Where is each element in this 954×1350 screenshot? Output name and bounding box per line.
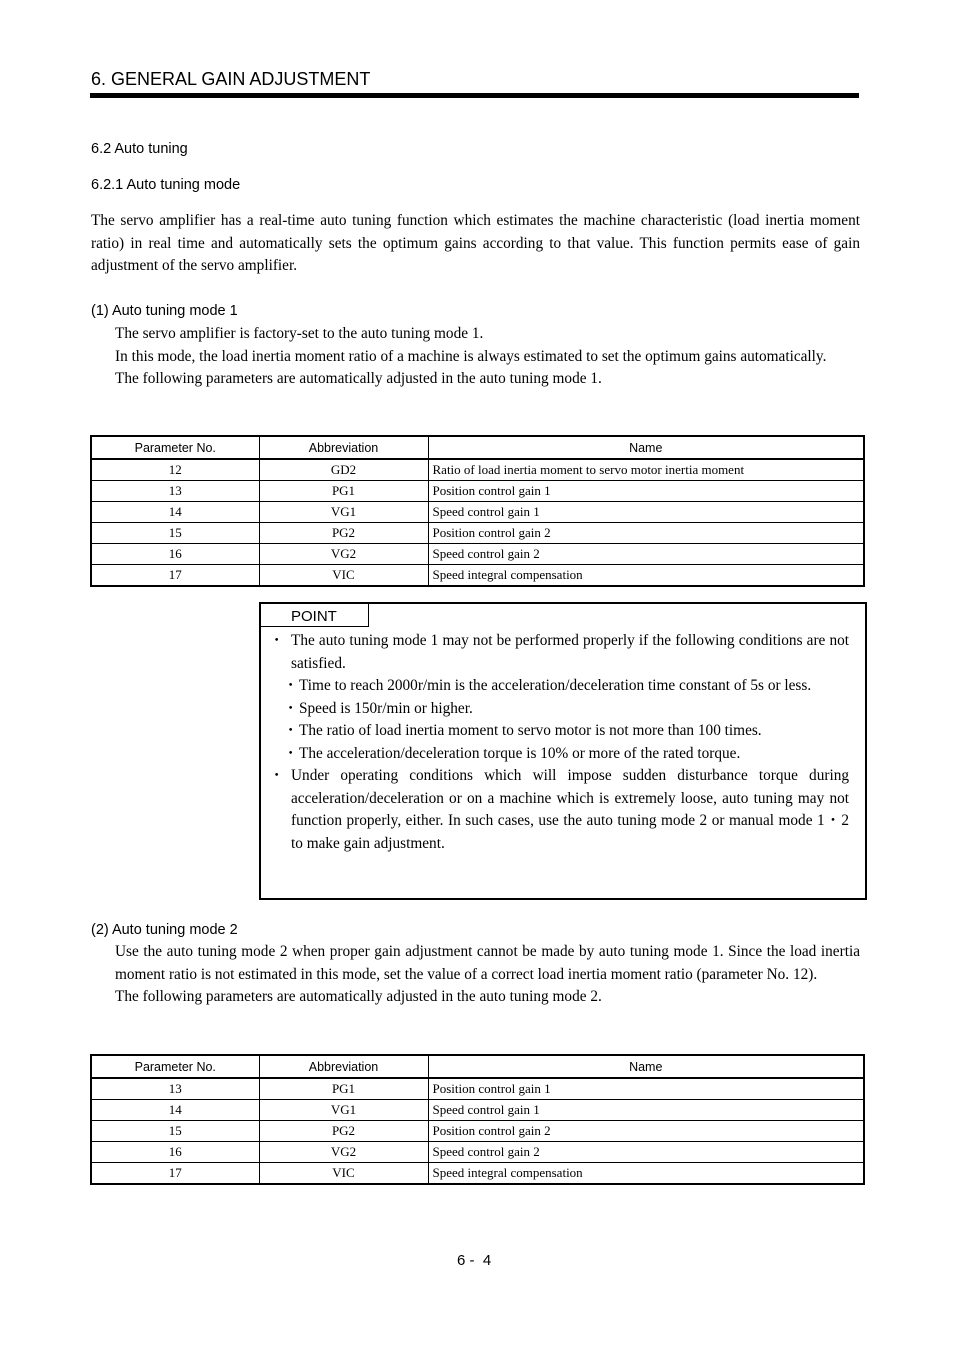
column-header: Name xyxy=(428,1055,864,1078)
table-row xyxy=(91,1078,864,1100)
parameter-name: Position control gain 2 xyxy=(428,523,864,544)
table-row xyxy=(91,1142,864,1163)
point-callout-box xyxy=(259,602,867,900)
abbreviation: VG2 xyxy=(259,1142,428,1163)
mode1-line: In this mode, the load inertia moment ratio of a machine is always estimated to set the optimum gains automatically. xyxy=(115,347,827,365)
abbreviation: PG1 xyxy=(259,481,428,502)
condition-text: Speed is 150r/min or higher. xyxy=(299,699,473,717)
column-header: Abbreviation xyxy=(259,436,428,459)
point-bullet xyxy=(269,630,849,675)
parameter-no: 17 xyxy=(91,565,259,587)
bullet-mark: ・ xyxy=(283,744,299,762)
abbreviation: GD2 xyxy=(259,459,428,481)
parameter-no: 16 xyxy=(91,1142,259,1163)
mode2-line: The following parameters are automatically adjusted in the auto tuning mode 2. xyxy=(115,988,602,1005)
condition-item xyxy=(269,720,849,743)
mode2-heading: (2) Auto tuning mode 2 xyxy=(91,922,238,938)
parameter-no: 13 xyxy=(91,481,259,502)
parameter-name: Position control gain 1 xyxy=(428,1078,864,1100)
point-label: POINT xyxy=(291,608,337,625)
bullet-mark: ・ xyxy=(283,722,299,739)
abbreviation: VG2 xyxy=(259,544,428,565)
table-header-row xyxy=(91,1055,864,1078)
table-row xyxy=(91,565,864,587)
parameter-name: Speed control gain 1 xyxy=(428,502,864,523)
column-header: Parameter No. xyxy=(91,436,259,459)
abbreviation: VG1 xyxy=(259,1100,428,1121)
mode1-parameter-table xyxy=(90,435,865,587)
abbreviation: VIC xyxy=(259,1163,428,1185)
mode2-body xyxy=(115,941,860,1009)
bullet-mark: ・ xyxy=(269,632,285,649)
parameter-name: Speed control gain 1 xyxy=(428,1100,864,1121)
parameter-no: 16 xyxy=(91,544,259,565)
parameter-name: Ratio of load inertia moment to servo motor inertia moment xyxy=(428,459,864,481)
parameter-name: Position control gain 2 xyxy=(428,1121,864,1142)
table-header-row xyxy=(91,436,864,459)
parameter-no: 14 xyxy=(91,502,259,523)
table-row xyxy=(91,523,864,544)
subsection-heading: 6.2.1 Auto tuning mode xyxy=(91,177,241,193)
mode2-line: Use the auto tuning mode 2 when proper gain adjustment cannot be made by auto tuning mode 1. Since the load inertia moment ratio is not estimated in this mode, set the value of a correct load inertia moment ratio (parameter No. 12). xyxy=(115,943,860,983)
table-row xyxy=(91,1121,864,1142)
page-header-title: 6. GENERAL GAIN ADJUSTMENT xyxy=(91,69,371,89)
point-bullet-text: Under operating conditions which will impose sudden disturbance torque during acceleration/deceleration or on a machine which is extremely loose, auto tuning may not function properly, either. In such cases, use the auto tuning mode 2 or manual mode 1・2 to make gain adjustment. xyxy=(291,767,849,852)
point-bullet-text: The auto tuning mode 1 may not be performed properly if the following conditions are not satisfied. xyxy=(291,632,849,672)
parameter-name: Speed integral compensation xyxy=(428,1163,864,1185)
column-header: Abbreviation xyxy=(259,1055,428,1078)
table-row xyxy=(91,1100,864,1121)
mode1-line: The servo amplifier is factory-set to the auto tuning mode 1. xyxy=(115,325,484,342)
abbreviation: PG2 xyxy=(259,523,428,544)
parameter-no: 12 xyxy=(91,459,259,481)
intro-paragraph: The servo amplifier has a real-time auto tuning function which estimates the machine characteristic (load inertia moment ratio) in real time and automatically sets the optimum gains according to that value. This function permits ease of gain adjustment of the servo amplifier. xyxy=(91,212,860,274)
table-row xyxy=(91,459,864,481)
page-number: 6 - 4 xyxy=(457,1252,492,1269)
mode1-heading: (1) Auto tuning mode 1 xyxy=(91,303,238,319)
abbreviation: VG1 xyxy=(259,502,428,523)
parameter-no: 14 xyxy=(91,1100,259,1121)
parameter-no: 15 xyxy=(91,1121,259,1142)
mode1-line: The following parameters are automatically adjusted in the auto tuning mode 1. xyxy=(115,370,602,387)
bullet-mark: ・ xyxy=(283,699,299,717)
abbreviation: PG1 xyxy=(259,1078,428,1100)
column-header: Parameter No. xyxy=(91,1055,259,1078)
header-rule xyxy=(90,93,859,98)
column-header: Name xyxy=(428,436,864,459)
condition-text: The acceleration/deceleration torque is 10% or more of the rated torque. xyxy=(299,744,741,762)
parameter-name: Speed control gain 2 xyxy=(428,544,864,565)
abbreviation: PG2 xyxy=(259,1121,428,1142)
bullet-mark: ・ xyxy=(283,677,299,694)
parameter-name: Speed control gain 2 xyxy=(428,1142,864,1163)
condition-item xyxy=(269,698,849,721)
condition-text: Time to reach 2000r/min is the acceleration/deceleration time constant of 5s or less. xyxy=(299,677,812,694)
abbreviation: VIC xyxy=(259,565,428,587)
condition-item xyxy=(269,743,849,766)
mode1-body xyxy=(115,323,860,391)
point-bullet xyxy=(269,765,849,855)
parameter-name: Speed integral compensation xyxy=(428,565,864,587)
condition-item xyxy=(269,675,849,698)
table-row xyxy=(91,544,864,565)
point-tab xyxy=(261,604,369,627)
table-row xyxy=(91,1163,864,1185)
table-row xyxy=(91,502,864,523)
parameter-no: 17 xyxy=(91,1163,259,1185)
table-row xyxy=(91,481,864,502)
parameter-name: Position control gain 1 xyxy=(428,481,864,502)
section-heading: 6.2 Auto tuning xyxy=(91,141,188,157)
condition-text: The ratio of load inertia moment to servo motor is not more than 100 times. xyxy=(299,722,762,739)
parameter-no: 15 xyxy=(91,523,259,544)
bullet-mark: ・ xyxy=(269,767,285,784)
mode2-parameter-table xyxy=(90,1054,865,1185)
parameter-no: 13 xyxy=(91,1078,259,1100)
